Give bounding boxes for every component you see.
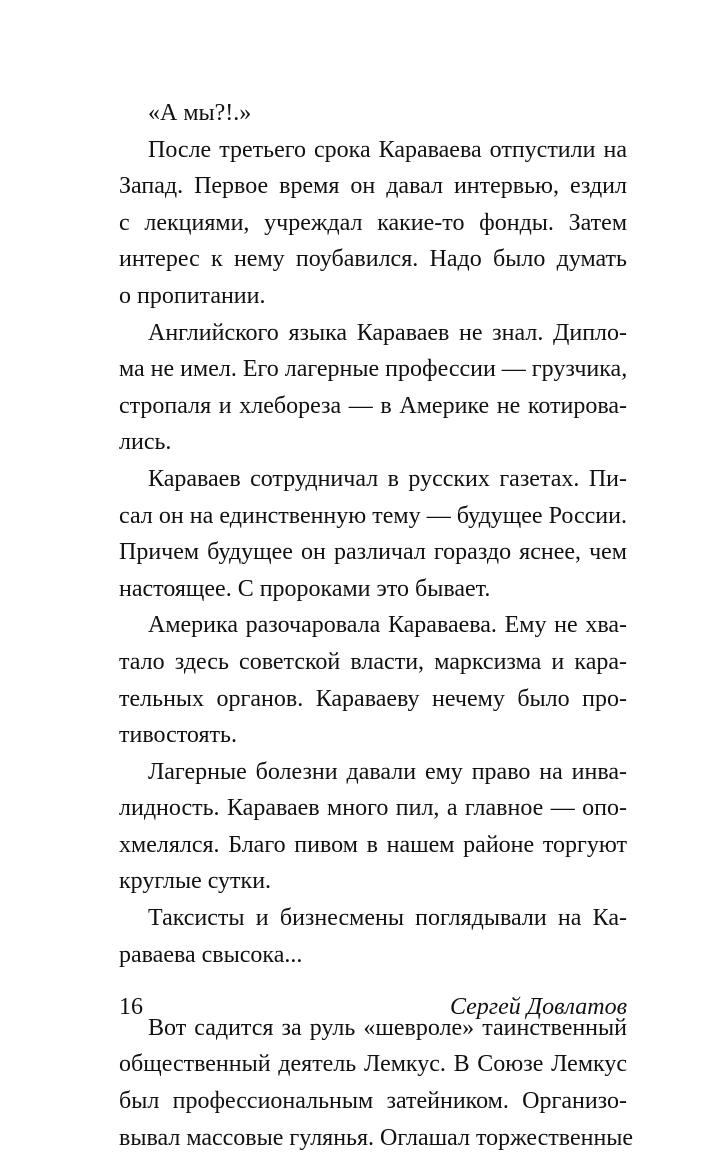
text-line: тивостоять.: [119, 722, 237, 749]
text-line: ма не имел. Его лагерные профессии — грузчика,: [119, 356, 628, 383]
text-line: тало здесь советской власти, марксизма и кара-: [119, 648, 627, 675]
text-line: стропаля и хлебореза — в Америке не котирова-: [119, 392, 627, 419]
text-line: «А мы?!.»: [148, 100, 252, 126]
text-line: вывал массовые гулянья. Оглашал торжественные: [119, 1124, 634, 1151]
text-line: интерес к нему поубавился. Надо было думать: [119, 246, 627, 273]
page-footer: [119, 991, 627, 1023]
text-line: Лагерные болезни давали ему право на инва-: [148, 758, 627, 785]
text-line: Вот садится за руль «шевроле» таинственный: [148, 1014, 627, 1041]
text-line: лидность. Караваев много пил, а главное — опо-: [119, 795, 627, 822]
text-line: Таксисты и бизнесмены поглядывали на Ка-: [148, 905, 627, 932]
text-line: Запад. Первое время он давал интервью, ездил: [119, 173, 627, 200]
text-line: После третьего срока Караваева отпустили на: [148, 136, 627, 163]
running-head-author: Сергей Довлатов: [449, 994, 627, 1020]
text-line: был профессиональным затейником. Организо-: [119, 1088, 627, 1115]
text-line: Английского языка Караваев не знал. Дипло-: [148, 319, 627, 346]
text-line: тельных органов. Караваеву нечему было про-: [119, 685, 627, 712]
text-line: Причем будущее он различал гораздо яснее, чем: [119, 539, 627, 566]
text-line: Караваев сотрудничал в русских газетах. Пи-: [148, 465, 627, 492]
text-line: общественный деятель Лемкус. В Союзе Лемкус: [119, 1051, 627, 1078]
text-line: настоящее. С пророками это бывает.: [119, 575, 491, 602]
page-number: 16: [119, 994, 143, 1020]
text-line: круглые сутки.: [119, 868, 272, 895]
text-line: хмелялся. Благо пивом в нашем районе торгуют: [119, 831, 627, 858]
text-line: Америка разочаровала Караваева. Ему не хва-: [148, 612, 627, 639]
text-line: о пропитании.: [119, 282, 266, 309]
text-line: сал он на единственную тему — будущее России.: [119, 502, 627, 529]
text-line: с лекциями, учреждал какие-то фонды. Затем: [119, 209, 627, 236]
text-line: раваева свысока...: [119, 941, 303, 968]
text-line: лись.: [119, 429, 172, 456]
